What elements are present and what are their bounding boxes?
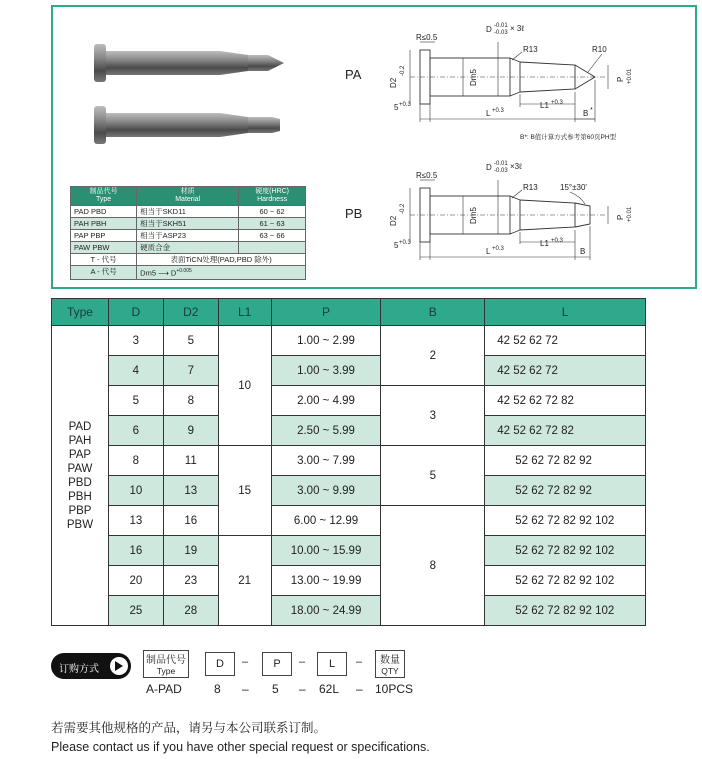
table-row: 10 13 3.00 ~ 9.99 52 62 72 82 92 [52, 476, 646, 506]
header-b: B [381, 299, 485, 326]
header-type: Type [52, 299, 109, 326]
b-group: 2 [381, 326, 485, 386]
punch-pin-photo-pb [92, 104, 292, 146]
pb-five-tol: +0.3 [399, 240, 411, 246]
order-dash: – [242, 656, 249, 668]
pa-b-star: * [590, 107, 593, 114]
l1-group: 15 [218, 446, 271, 536]
order-dash: – [356, 656, 363, 668]
order-dash: – [242, 682, 249, 696]
pa-r10: R10 [592, 45, 607, 54]
pb-b: B [580, 247, 586, 256]
order-method [51, 650, 651, 700]
table-row: 8 11 15 3.00 ~ 7.99 5 52 62 72 82 92 [52, 446, 646, 476]
pb-angle: 15°±30' [560, 183, 587, 192]
table-row: 13 16 6.00 ~ 12.99 8 52 62 72 82 92 102 [52, 506, 646, 536]
pb-d-tol-upper: -0.01 [494, 161, 508, 167]
pa-d-note: D [486, 25, 492, 34]
b-group: 3 [381, 386, 485, 446]
order-type-box: 制品代号 Type [143, 650, 189, 678]
table-row: 6 9 2.50 ~ 5.99 42 52 62 72 82 [52, 416, 646, 446]
order-dash: – [299, 682, 306, 696]
pb-l1: L1 [540, 239, 549, 248]
pb-d-tol-lower: -0.03 [494, 168, 508, 174]
header-l1: L1 [218, 299, 271, 326]
material-spec-table [70, 186, 306, 280]
pa-p-tol: +0.01 [627, 68, 633, 84]
spec-header-type: 制品代号 Type [71, 187, 137, 206]
order-d-box: D [205, 652, 235, 676]
pb-l: L [486, 247, 491, 256]
pb-l1-tol: +0.3 [551, 238, 563, 244]
spec-extra-row: A - 代号 Dm5 ⟶ $D^{+0.005}$ [71, 266, 306, 280]
pa-l1-tol: +0.3 [551, 100, 563, 106]
pa-dm5: Dm5 [469, 69, 478, 86]
pa-d2-tol: -0.2 [400, 65, 406, 76]
example-type: A-PAD [146, 682, 182, 696]
order-qty-box: 数量 QTY [375, 650, 405, 678]
pa-d-tol-lower: -0.03 [494, 30, 508, 36]
pb-label: PB [345, 206, 363, 221]
b-group: 8 [381, 506, 485, 626]
table-row: 20 23 13.00 ~ 19.99 52 62 72 82 92 102 [52, 566, 646, 596]
pa-d2: D2 [389, 77, 398, 88]
header-l: L [485, 299, 646, 326]
pa-technical-drawing [380, 12, 645, 147]
spec-row: PAW PBW 硬质合金 [71, 242, 306, 254]
header-d: D [108, 299, 163, 326]
pb-r-note: R≤0.5 [416, 171, 438, 180]
l1-group: 10 [218, 326, 271, 446]
order-p-box: P [262, 652, 292, 676]
pb-d2: D2 [389, 215, 398, 226]
spec-header-material: 材质 Material [137, 187, 239, 206]
spec-row: PAP PBP 相当于ASP23 63 ~ 66 [71, 230, 306, 242]
spec-header-hardness: 硬度(HRC) Hardness [239, 187, 306, 206]
pa-label: PA [345, 67, 362, 82]
punch-pin-photo-pa [92, 42, 292, 84]
pb-d-suffix: ×3ℓ [510, 162, 522, 171]
spec-row: PAH PBH 相当于SKH51 61 ~ 63 [71, 218, 306, 230]
pa-r13: R13 [523, 45, 538, 54]
pa-l1: L1 [540, 101, 549, 110]
dimension-table [51, 298, 646, 626]
example-p: 5 [272, 682, 279, 696]
pb-p-tol: +0.01 [627, 206, 633, 222]
example-l: 62L [319, 682, 340, 696]
pa-five: 5 [394, 103, 399, 112]
pb-d-note: D [486, 163, 492, 172]
pb-technical-drawing [380, 160, 645, 270]
pa-five-tol: +0.3 [399, 102, 411, 108]
pa-l-tol: +0.3 [492, 108, 504, 114]
pb-five: 5 [394, 241, 399, 250]
pa-l: L [486, 109, 491, 118]
pa-b: B [583, 109, 589, 118]
example-qty: 10PCS [375, 682, 414, 696]
spec-extra-row: T - 代号 表面TiCN处理(PAD,PBD 除外) [71, 254, 306, 266]
pa-d-suffix: × 3ℓ [510, 24, 524, 33]
pa-footnote: B*: B值计算方式参考第60页PH型 [520, 134, 617, 141]
order-dash: – [299, 656, 306, 668]
pb-r13: R13 [523, 183, 538, 192]
order-l-box: L [317, 652, 347, 676]
table-row: PAD PAH PAP PAW PBD PBH PBP PBW 3 5 10 1.00 ~ 2.99 2 42 52 62 72 [52, 326, 646, 356]
note-zh: 若需要其他规格的产品，请另与本公司联系订制。 [51, 721, 327, 735]
table-row: 4 7 1.00 ~ 3.99 42 52 62 72 [52, 356, 646, 386]
b-group: 5 [381, 446, 485, 506]
order-badge: 订购方式 [51, 653, 131, 679]
example-d: 8 [214, 682, 221, 696]
table-row: 25 28 18.00 ~ 24.99 52 62 72 82 92 102 [52, 596, 646, 626]
pa-r-note: R≤0.5 [416, 33, 438, 42]
order-dash: – [356, 682, 363, 696]
spec-row: PAD PBD 相当于SKD11 60 ~ 62 [71, 206, 306, 218]
arrow-right-icon [109, 656, 129, 676]
pb-l-tol: +0.3 [492, 246, 504, 252]
header-d2: D2 [163, 299, 218, 326]
pb-d2-tol: -0.2 [400, 203, 406, 214]
pa-p: P [616, 76, 625, 82]
pb-dm5: Dm5 [469, 207, 478, 224]
note-en: Please contact us if you have other special request or specifications. [51, 740, 430, 754]
pb-p: P [616, 214, 625, 220]
table-row: 5 8 2.00 ~ 4.99 3 42 52 62 72 82 [52, 386, 646, 416]
pa-d-tol-upper: -0.01 [494, 23, 508, 29]
type-list: PAD PAH PAP PAW PBD PBH PBP PBW [52, 326, 109, 626]
header-p: P [271, 299, 381, 326]
table-row: 16 19 21 10.00 ~ 15.99 52 62 72 82 92 102 [52, 536, 646, 566]
l1-group: 21 [218, 536, 271, 626]
